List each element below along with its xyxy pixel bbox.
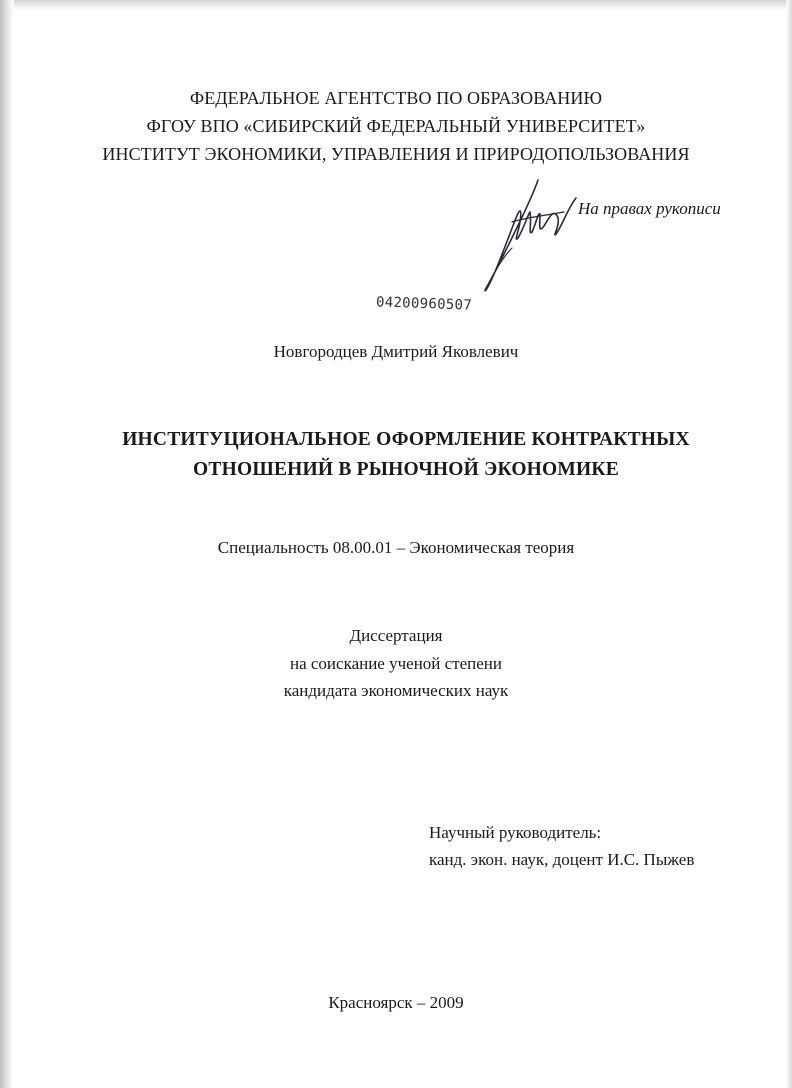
university-name: ФГОУ ВПО «СИБИРСКИЙ ФЕДЕРАЛЬНЫЙ УНИВЕРСИТЕТ» [146,116,646,136]
dissertation-title [60,425,752,485]
author-name: Новгородцев Дмитрий Яковлевич [273,342,519,361]
agency-name: ФЕДЕРАЛЬНОЕ АГЕНТСТВО ПО ОБРАЗОВАНИЮ [189,88,603,108]
advisor-label: Научный руководитель: [429,823,602,842]
degree-field: кандидата экономических наук [283,681,509,700]
advisor-name: канд. экон. наук, доцент И.С. Пыжев [429,850,695,869]
city-year: Красноярск – 2009 [328,993,464,1012]
title-line-2: ОТНОШЕНИЙ В РЫНОЧНОЙ ЭКОНОМИКЕ [193,459,619,480]
catalog-number-stamp: 04200960507 [375,294,473,314]
specialty: Специальность 08.00.01 – Экономическая теория [217,538,575,557]
title-line-1: ИНСТИТУЦИОНАЛЬНОЕ ОФОРМЛЕНИЕ КОНТРАКТНЫХ [122,429,690,450]
institute-name: ИНСТИТУТ ЭКОНОМИКИ, УПРАВЛЕНИЯ И ПРИРОДОПОЛЬЗОВАНИЯ [102,144,690,164]
manuscript-rights-note: На правах рукописи [578,199,721,218]
handwritten-signature [472,178,582,298]
degree-type: Диссертация [349,626,443,645]
scan-shadow-top [0,0,792,10]
degree-purpose: на соискание ученой степени [289,654,503,673]
